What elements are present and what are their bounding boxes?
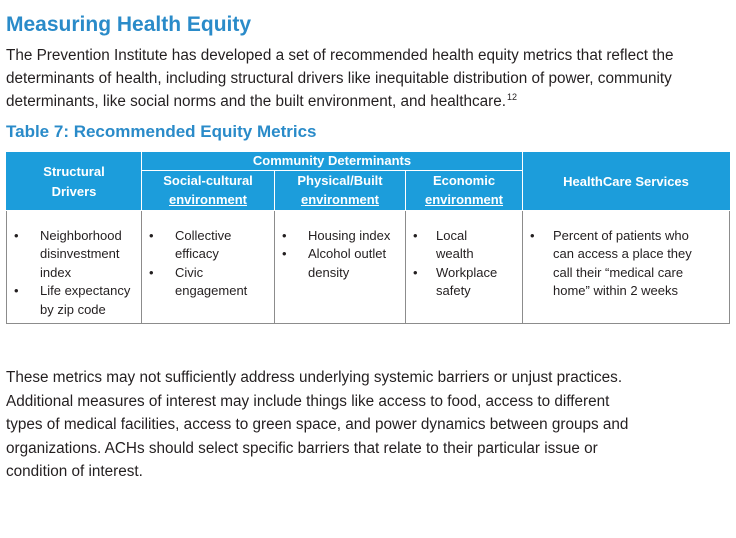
- intro-text: The Prevention Institute has developed a set of recommended health equity metrics that reflect the determinants of health, including structural drivers like inequitable distribution of power, community determinants, like social norms and the built environment, and healthcare.: [6, 47, 674, 110]
- section-title: Measuring Health Equity: [6, 13, 252, 36]
- cell-physical-built: [275, 211, 406, 324]
- equity-metrics-table: [6, 152, 730, 324]
- footnote-reference: 12: [506, 91, 517, 102]
- cell-healthcare-services: [523, 211, 730, 324]
- list-item: • Neighborhood disinvestment index: [14, 228, 122, 280]
- bullet-list: [527, 227, 725, 301]
- list-item: • Workplace safety: [413, 264, 498, 299]
- list-item: • Alcohol outlet density: [282, 246, 387, 280]
- bullet-icon: •: [14, 228, 19, 243]
- list-item: • Percent of patients who can access a place they call their “medical care home” within 2 weeks: [530, 228, 692, 299]
- header-structural-drivers: Structural Drivers: [7, 153, 142, 211]
- bullet-icon: •: [149, 228, 154, 243]
- bullet-icon: •: [14, 283, 19, 299]
- list-item: • Life expectancy by zip code: [14, 283, 131, 317]
- header-physical-built: Physical/Built environment: [275, 170, 406, 210]
- bullet-icon: •: [282, 246, 287, 262]
- cell-economic: [406, 211, 523, 324]
- header-community-determinants: Community Determinants: [142, 153, 523, 171]
- bullet-icon: •: [282, 228, 287, 243]
- intro-paragraph: [6, 44, 730, 113]
- header-healthcare-services: HealthCare Services: [523, 153, 730, 211]
- table-row: [7, 211, 730, 324]
- bullet-icon: •: [149, 264, 154, 280]
- header-economic: Economic environment: [406, 170, 523, 210]
- list-item: • Civic engagement: [149, 264, 248, 299]
- cell-social-cultural: [142, 211, 275, 324]
- cell-structural-drivers: [7, 211, 142, 324]
- table-title: Table 7: Recommended Equity Metrics: [6, 122, 317, 141]
- bullet-list: [279, 227, 401, 282]
- list-item: • Local wealth: [413, 228, 474, 262]
- header-social-cultural: Social-cultural environment: [142, 170, 275, 210]
- bullet-icon: •: [413, 264, 418, 280]
- closing-paragraph: These metrics may not sufficiently address underlying systemic barriers or unjust practices. Additional measures of interest may include things like access to food, access to different types of medical facilities, access to green space, and power dynamics between groups and organizations. ACHs should select specific barriers that relate to their particular issue or condition of interest.: [6, 369, 629, 481]
- list-item: • Collective efficacy: [149, 228, 232, 262]
- document-page: [6, 12, 730, 484]
- bullet-list: [410, 227, 518, 301]
- bullet-list: [11, 227, 137, 319]
- bullet-list: [146, 227, 270, 301]
- bullet-icon: •: [530, 228, 535, 243]
- list-item: • Housing index: [279, 227, 401, 245]
- bullet-icon: •: [413, 228, 418, 243]
